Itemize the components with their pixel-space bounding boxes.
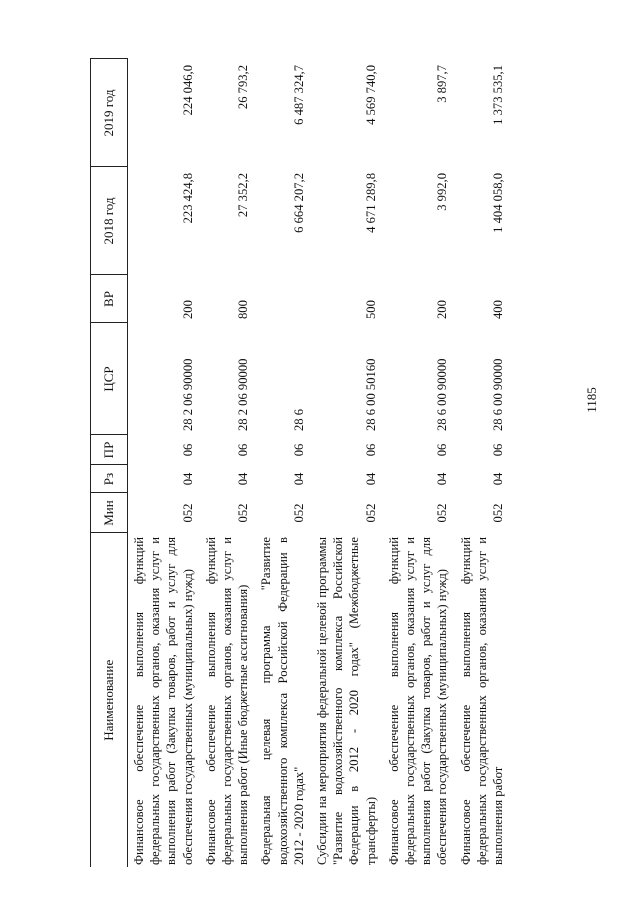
row-csr: 28 6 00 90000 xyxy=(435,358,450,431)
header-vr: ВР xyxy=(91,275,128,323)
row-pr: 06 xyxy=(236,443,251,457)
row-2019: 1 373 535,1 xyxy=(491,65,506,125)
header-pr: ПР xyxy=(91,435,128,465)
table-row xyxy=(200,59,256,867)
row-2018: 6 664 207,2 xyxy=(291,173,306,233)
row-vr: 800 xyxy=(236,300,251,319)
row-csr: 28 6 xyxy=(291,408,306,431)
row-vr: 400 xyxy=(491,300,506,319)
row-csr: 28 2 06 90000 xyxy=(236,358,251,431)
row-name: Федеральная целевая программа "Развитие водохозяйственного комплекса Российской Федерации в 2012 - 2020 годах" xyxy=(259,537,306,865)
row-2018: 1 404 058,0 xyxy=(491,173,506,233)
row-vr xyxy=(255,275,311,323)
row-rz: 04 xyxy=(491,472,506,486)
row-csr: 28 6 00 90000 xyxy=(491,358,506,431)
row-name: Финансовое обеспечение выполнения функций федеральных государственных органов, оказания услуг и выполнения работ (Иные бюджетные ассигнования) xyxy=(203,537,251,865)
header-2019: 2019 год xyxy=(91,59,128,167)
table-row xyxy=(255,59,311,867)
row-min: 052 xyxy=(363,503,378,523)
row-pr: 06 xyxy=(435,443,450,457)
row-2019: 6 487 324,7 xyxy=(291,65,306,125)
row-2018: 27 352,2 xyxy=(236,173,251,218)
row-2019: 3 897,7 xyxy=(435,65,450,103)
row-rz: 04 xyxy=(291,472,306,486)
row-vr: 200 xyxy=(180,300,195,319)
row-vr: 200 xyxy=(435,300,450,319)
row-pr: 06 xyxy=(363,443,378,457)
row-name: Субсидии на мероприятия федеральной целевой программы "Развитие водохозяйственного комплекса Российской Федерации в 2012 - 2020 годах" (Межбюджетные трансферты) xyxy=(315,537,378,865)
row-pr: 06 xyxy=(491,443,506,457)
table-row xyxy=(383,59,455,867)
row-2019: 224 046,0 xyxy=(180,65,195,116)
row-min: 052 xyxy=(180,503,195,523)
row-min: 052 xyxy=(291,503,306,523)
row-2018: 4 671 289,8 xyxy=(363,173,378,233)
header-name: Наименование xyxy=(91,533,128,867)
budget-table xyxy=(90,59,510,868)
table-row xyxy=(128,59,200,867)
header-row xyxy=(91,59,128,867)
row-2018: 223 424,8 xyxy=(180,173,195,224)
header-min: Мин xyxy=(91,493,128,533)
table-row xyxy=(311,59,383,867)
header-csr: ЦСР xyxy=(91,323,128,435)
row-vr: 500 xyxy=(363,300,378,319)
rotated-page-content xyxy=(90,59,600,867)
row-min: 052 xyxy=(491,503,506,523)
row-pr: 06 xyxy=(291,443,306,457)
row-pr: 06 xyxy=(180,443,195,457)
row-min: 052 xyxy=(435,503,450,523)
row-name: Финансовое обеспечение выполнения функций федеральных государственных органов, оказания услуг и выполнения работ (Закупка товаров, работ и услуг для обеспечения государственных (муниципальных) нужд) xyxy=(132,537,195,865)
page-number: 1185 xyxy=(584,387,599,413)
row-min: 052 xyxy=(236,503,251,523)
row-name: Финансовое обеспечение выполнения функций федеральных государственных органов, оказания услуг и выполнения работ xyxy=(458,537,506,865)
header-rz: Рз xyxy=(91,465,128,493)
row-csr: 28 6 00 50160 xyxy=(363,358,378,431)
row-2018: 3 992,0 xyxy=(435,173,450,211)
row-rz: 04 xyxy=(236,472,251,486)
table-row xyxy=(455,59,511,867)
row-csr: 28 2 06 90000 xyxy=(180,358,195,431)
row-rz: 04 xyxy=(180,472,195,486)
row-2019: 4 569 740,0 xyxy=(363,65,378,125)
header-2018: 2018 год xyxy=(91,167,128,275)
row-rz: 04 xyxy=(363,472,378,486)
row-rz: 04 xyxy=(435,472,450,486)
row-name: Финансовое обеспечение выполнения функций федеральных государственных органов, оказания услуг и выполнения работ (Закупка товаров, работ и услуг для обеспечения государственных (муниципальных) нужд) xyxy=(386,537,450,865)
row-2019: 26 793,2 xyxy=(236,65,251,110)
